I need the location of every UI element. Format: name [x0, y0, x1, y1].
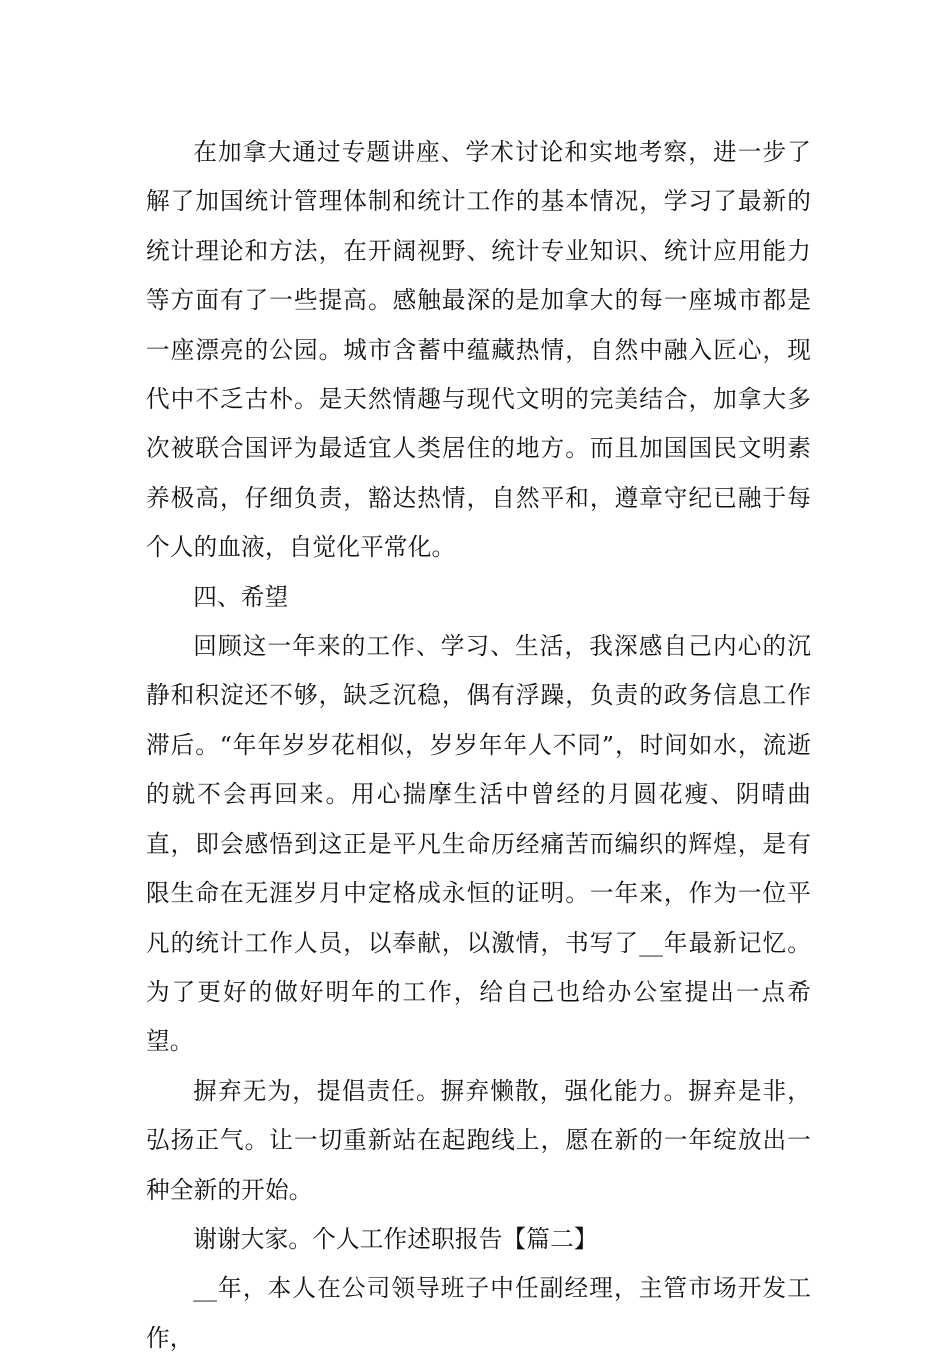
paragraph-thanks-title: 谢谢大家。个人工作述职报告【篇二】 [193, 1224, 598, 1253]
paragraph-canada-impressions: 在加拿大通过专题讲座、学术讨论和实地考察，进一步了解了加国统计管理体制和统计工作的基本情况，学习了最新的统计理论和方法，在开阔视野、统计专业知识、统计应用能力等方面有了一些提高。感触最深的是加拿大的每一座城市都是一座漂亮的公园。城市含蓄中蕴藏热情，自然中融入匠心，现代中不乏古朴。是天然情趣与现代文明的完美结合，加拿大多次被联合国评为最适宜人类居住的地方。而且加国国民文明素养极高，仔细负责，豁达热情，自然平和，遵章守纪已融于每个人的血液，自觉化平常化。 [146, 138, 811, 562]
section-heading-hope: 四、希望 [193, 582, 289, 611]
paragraph-resolutions: 摒弃无为，提倡责任。摒弃懒散，强化能力。摒弃是非，弘扬正气。让一切重新站在起跑线上，愿在新的一年绽放出一种全新的开始。 [146, 1076, 811, 1204]
paragraph-year-review: 回顾这一年来的工作、学习、生活，我深感自己内心的沉静和积淀还不够，缺乏沉稳，偶有浮躁，负责的政务信息工作滞后。“年年岁岁花相似，岁岁年年人不同”，时间如水，流逝的就不会再回来。用心揣摩生活中曾经的月圆花瘦、阴晴曲直，即会感悟到这正是平凡生命历经痛苦而编织的辉煌，是有限生命在无涯岁月中定格成永恒的证明。一年来，作为一位平凡的统计工作人员，以奉献，以激情，书写了__年最新记忆。为了更好的做好明年的工作，给自己也给办公室提出一点希望。 [146, 632, 811, 1056]
paragraph-report-two-start: __年，本人在公司领导班子中任副经理，主管市场开发工作， [146, 1274, 811, 1352]
document-body [146, 128, 811, 1363]
